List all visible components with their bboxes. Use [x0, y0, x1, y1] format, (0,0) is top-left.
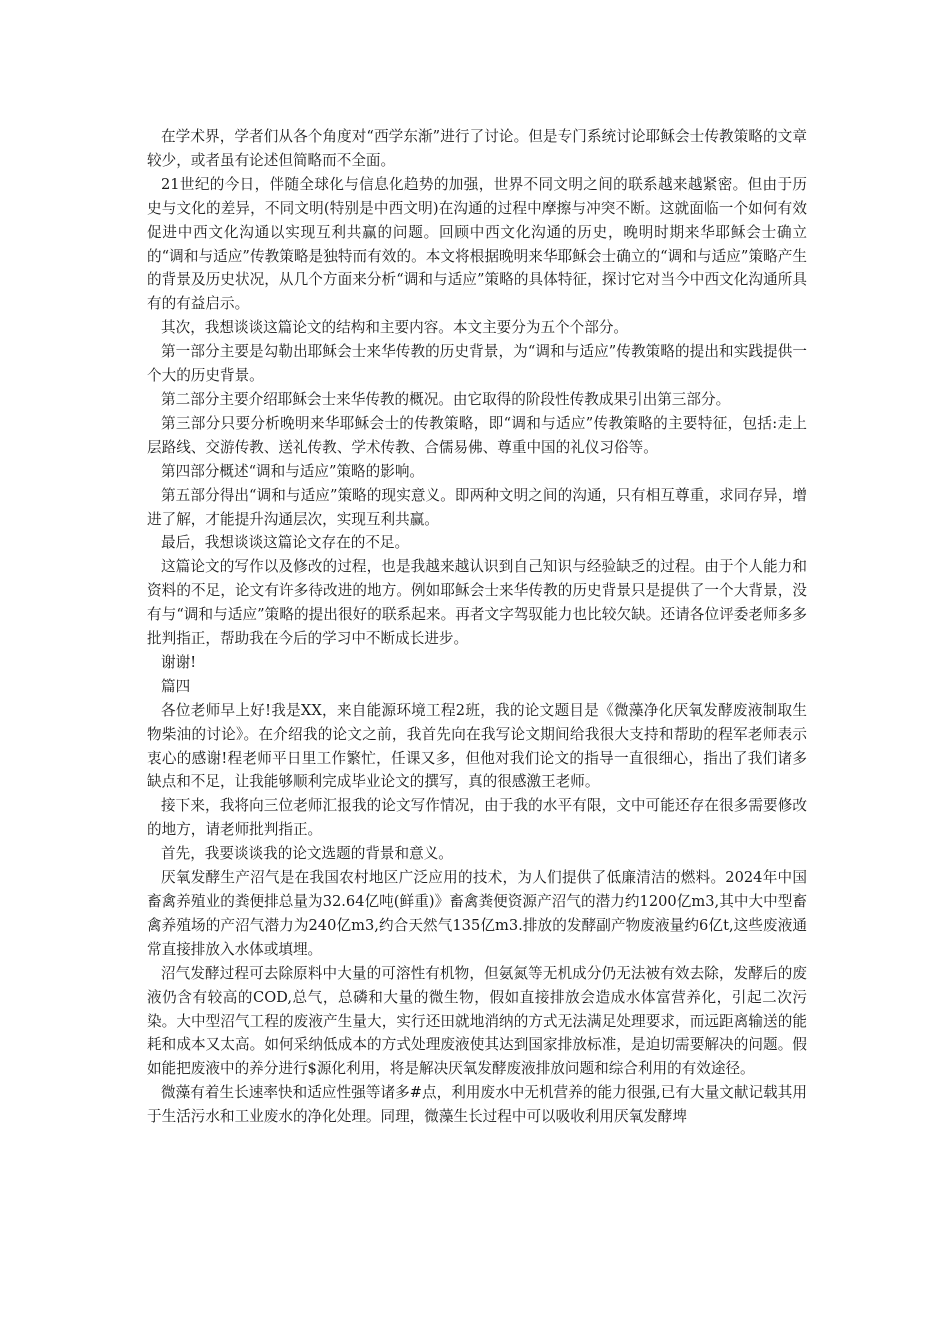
document-body [147, 125, 807, 1129]
paragraph-part-three: 第三部分只要分析晚明来华耶稣会士的传教策略，即“调和与适应”传教策略的主要特征，包括:走上层路线、交游传教、送礼传教、学术传教、合儒易佛、尊重中国的礼仪习俗等。 [147, 414, 807, 456]
paragraph-greeting: 各位老师早上好!我是XX，来自能源环境工程2班，我的论文题目是《微藻净化厌氧发酵废液制取生物柴油的讨论》。在介绍我的论文之前，我首先向在我写论文期间给我很大支持和帮助的程军老师表示衷心的感谢!程老师平日里工作繁忙，任课又多，但他对我们论文的指导一直很细心，指出了我们诸多缺点和不足，让我能够顺利完成毕业论文的撰写，真的很感激王老师。 [147, 701, 807, 791]
paragraph-report-intro: 接下来，我将向三位老师汇报我的论文写作情况，由于我的水平有限，文中可能还存在很多需要修改的地方，请老师批判指正。 [147, 797, 807, 839]
paragraph-topic-background: 首先，我要谈谈我的论文选题的背景和意义。 [161, 845, 453, 863]
paragraph-biogas: 厌氧发酵生产沼气是在我国农村地区广泛应用的技术，为人们提供了低廉清洁的燃料。2024年中国畜禽养殖业的粪便排总量为32.64亿吨(鲜重)》畜禽粪便资源产沼气的潜力约1200亿m3,其中大中型畜禽养殖场的产沼气潜力为240亿m3,约合天然气135亿m3.排放的发酵副产物废液量约6亿t,这些废液通常直接排放入水体或填埋。 [147, 869, 807, 958]
paragraph-part-two: 第二部分主要介绍耶稣会士来华传教的概况。由它取得的阶段性传教成果引出第三部分。 [161, 390, 731, 408]
paragraph-wastewater: 沼气发酵过程可去除原料中大量的可溶性有机物，但氨氮等无机成分仍无法被有效去除，发酵后的废液仍含有较高的COD,总气，总磷和大量的微生物，假如直接排放会造成水体富营养化，引起二次污染。大中型沼气工程的废液产生量大，实行还田就地消纳的方式无法满足处理要求，而远距离输送的能耗和成本又太高。如何采纳低成本的方式处理废液使其达到国家排放标准，是迫切需要解决的问题。假如能把废液中的养分进行$源化利用，将是解决厌氧发酵废液排放问题和综合利用的有效途径。 [147, 964, 807, 1078]
paragraph-part-four: 第四部分概述“调和与适应”策略的影响。 [161, 462, 425, 480]
paragraph-part-one: 第一部分主要是勾勒出耶稣会士来华传教的历史背景，为“调和与适应”传教策略的提出和实践提供一个大的历史背景。 [147, 343, 807, 385]
paragraph-thanks: 谢谢! [161, 653, 197, 671]
paragraph-shortcomings: 这篇论文的写作以及修改的过程，也是我越来越认识到自己知识与经验缺乏的过程。由于个人能力和资料的不足，论文有许多待改进的地方。例如耶稣会士来华传教的历史背景只是提供了一个大背景，没有与“调和与适应”策略的提出很好的联系起来。再者文字驾驭能力也比较欠缺。还请各位评委老师多多批判指正，帮助我在今后的学习中不断成长进步。 [147, 558, 807, 648]
paragraph-shortcomings-intro: 最后，我想谈谈这篇论文存在的不足。 [161, 534, 410, 552]
section-heading-part-four: 篇四 [161, 677, 191, 695]
paragraph-21st-century: 21世纪的今日，伴随全球化与信息化趋势的加强，世界不同文明之间的联系越来越紧密。但由于历史与文化的差异，不同文明(特别是中西文明)在沟通的过程中摩擦与冲突不断。这就面临一个如何有效促进中西文化沟通以实现互利共赢的问题。回顾中西文化沟通的历史，晚明时期来华耶稣会士确立的“调和与适应”传教策略是独特而有效的。本文将根据晚明来华耶稣会士确立的“调和与适应”策略产生的背景及历史状况，从几个方面来分析“调和与适应”策略的具体特征，探讨它对当今中西文化沟通所具有的有益启示。 [147, 175, 807, 313]
paragraph-microalgae: 微藻有着生长速率快和适应性强等诸多#点，利用废水中无机营养的能力很强,已有大量文献记载其用于生活污水和工业废水的净化处理。同理，微藻生长过程中可以吸收利用厌氧发酵埤 [147, 1084, 807, 1126]
paragraph-part-five: 第五部分得出“调和与适应”策略的现实意义。即两种文明之间的沟通，只有相互尊重，求同存异，增进了解，才能提升沟通层次，实现互利共赢。 [147, 486, 807, 528]
paragraph-structure-intro: 其次，我想谈谈这篇论文的结构和主要内容。本文主要分为五个个部分。 [161, 319, 629, 337]
paragraph-academic-discussion: 在学术界，学者们从各个角度对“西学东渐”进行了讨论。但是专门系统讨论耶稣会士传教策略的文章较少，或者虽有论述但简略而不全面。 [147, 128, 807, 169]
